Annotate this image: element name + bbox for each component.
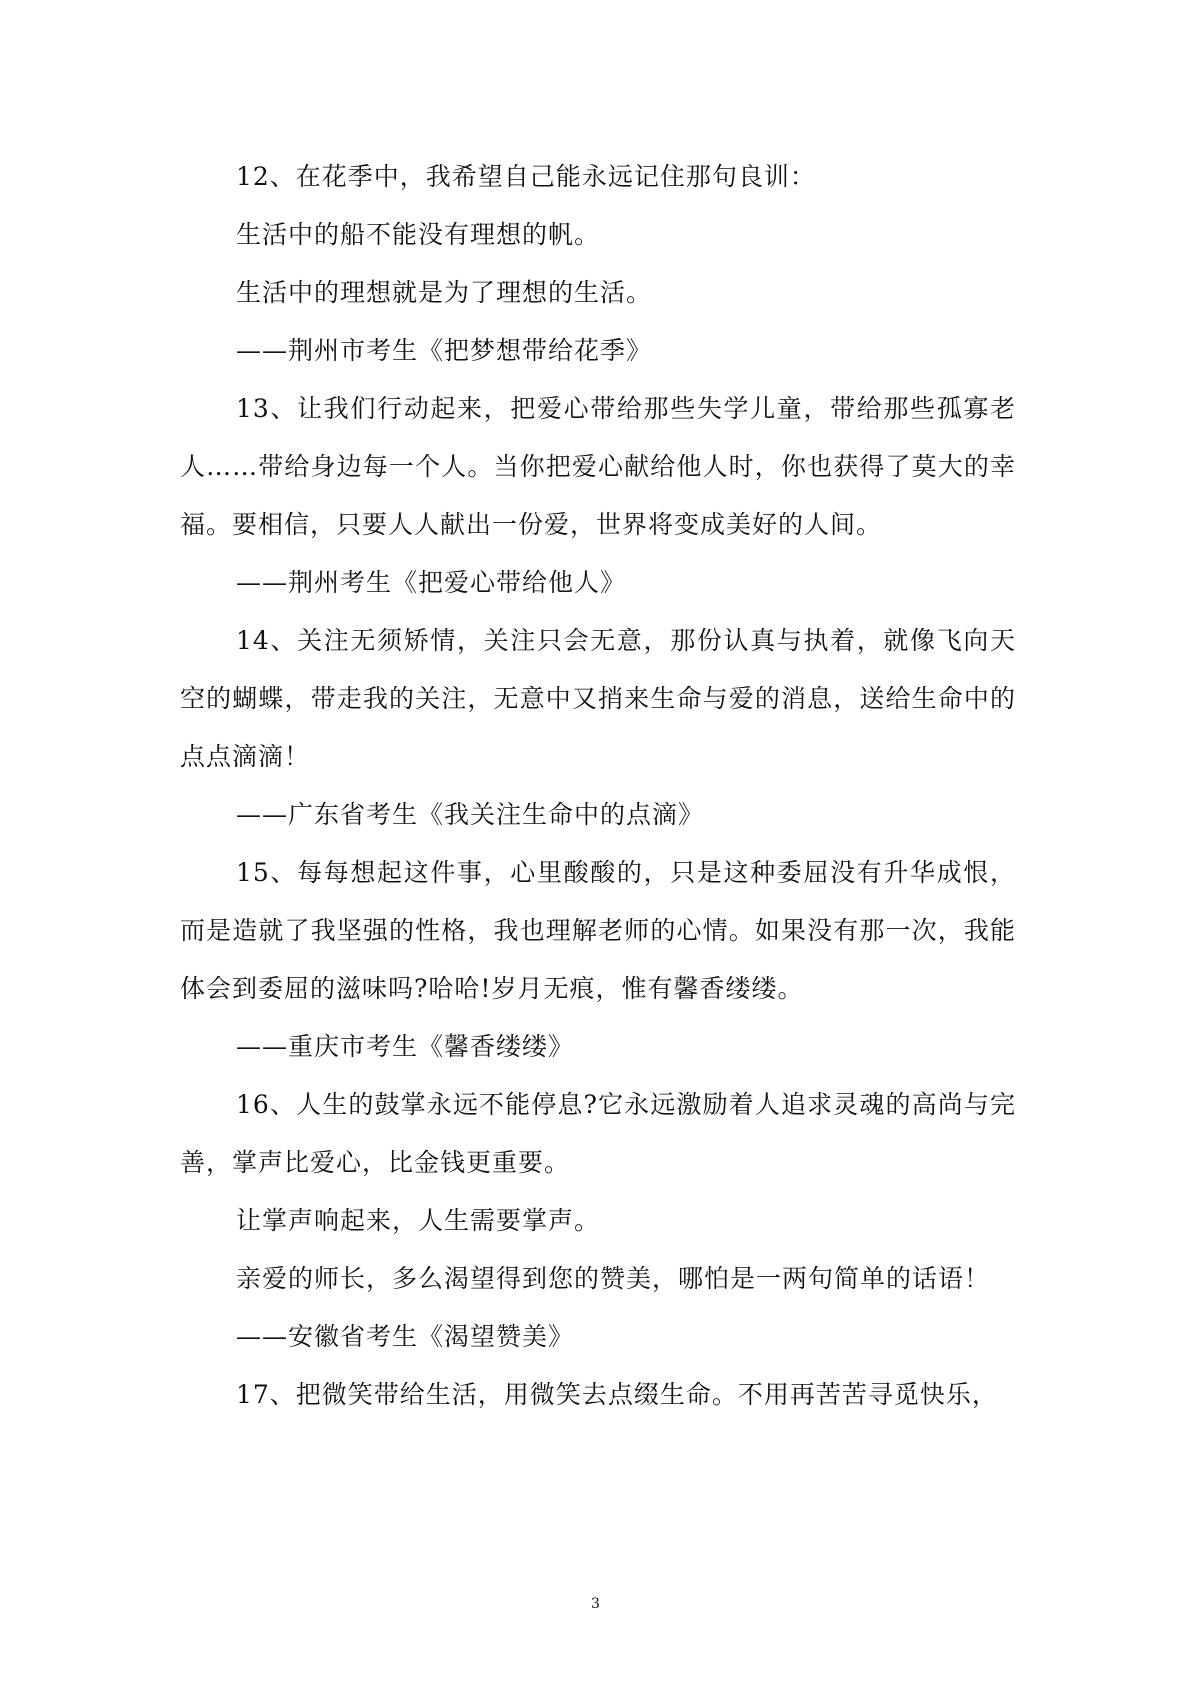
paragraph-12-intro: 12、在花季中，我希望自己能永远记住那句良训：: [236, 162, 816, 191]
paragraph-16-line-2: 亲爱的师长，多么渴望得到您的赞美，哪怕是一两句简单的话语！: [236, 1264, 991, 1293]
page-number: 3: [591, 1596, 600, 1612]
attribution-16: ——安徽省考生《渴望赞美》: [236, 1322, 575, 1351]
attribution-12: ——荆州市考生《把梦想带给花季》: [236, 336, 653, 365]
paragraph-16-line-1: 让掌声响起来，人生需要掌声。: [236, 1206, 601, 1235]
attribution-14: ——广东省考生《我关注生命中的点滴》: [236, 800, 705, 829]
paragraph-12-line-2: 生活中的理想就是为了理想的生活。: [236, 278, 653, 307]
paragraph-15: 15、每每想起这件事，心里酸酸的，只是这种委屈没有升华成恨，而是造就了我坚强的性格，我也理解老师的心情。如果没有那一次，我能体会到委屈的滋味吗?哈哈!岁月无痕，惟有馨香缕缕。: [180, 858, 1016, 1003]
paragraph-16: 16、人生的鼓掌永远不能停息?它永远激励着人追求灵魂的高尚与完善，掌声比爱心，比金钱更重要。: [180, 1090, 1016, 1177]
document-body: [180, 148, 1016, 1424]
paragraph-12-line-1: 生活中的船不能没有理想的帆。: [236, 220, 601, 249]
paragraph-14: 14、关注无须矫情，关注只会无意，那份认真与执着，就像飞向天空的蝴蝶，带走我的关注，无意中又捎来生命与爱的消息，送给生命中的点点滴滴！: [180, 626, 1016, 771]
paragraph-13: 13、让我们行动起来，把爱心带给那些失学儿童，带给那些孤寡老人……带给身边每一个人。当你把爱心献给他人时，你也获得了莫大的幸福。要相信，只要人人献出一份爱，世界将变成美好的人间。: [180, 394, 1016, 539]
attribution-13: ——荆州考生《把爱心带给他人》: [236, 568, 627, 597]
paragraph-17: 17、把微笑带给生活，用微笑去点缀生命。不用再苦苦寻觅快乐，: [236, 1380, 998, 1409]
attribution-15: ——重庆市考生《馨香缕缕》: [236, 1032, 575, 1061]
